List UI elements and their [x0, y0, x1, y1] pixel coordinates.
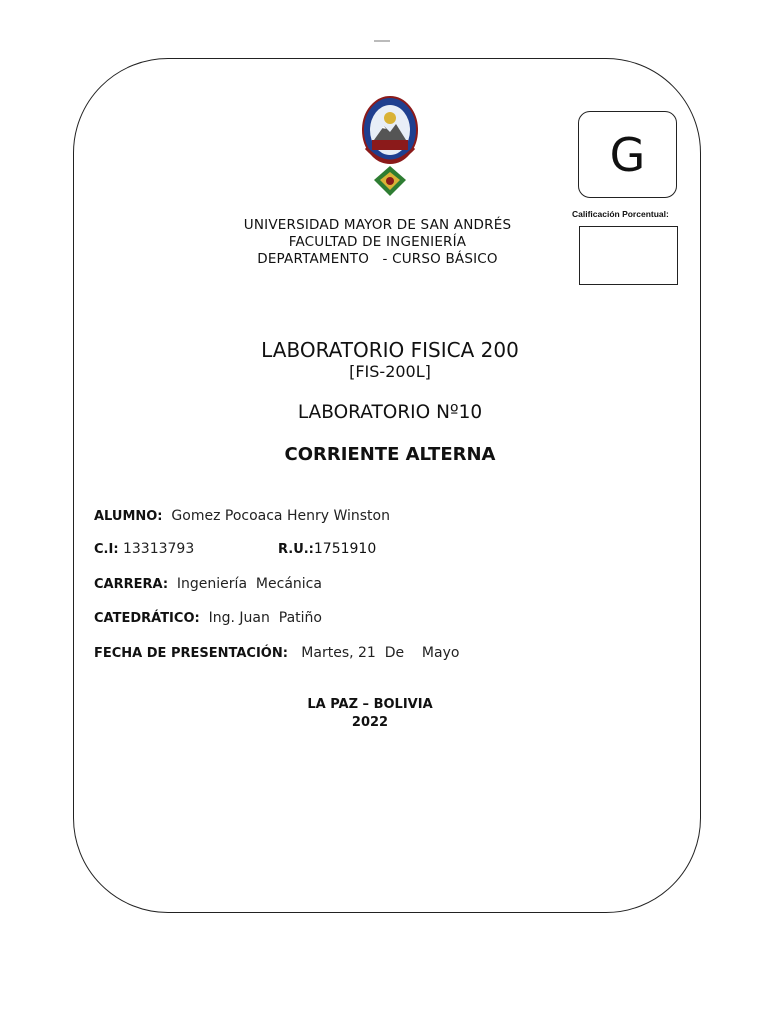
- date-value: Martes, 21 De Mayo: [301, 645, 460, 661]
- date-row: [94, 645, 459, 661]
- year: 2022: [351, 715, 389, 730]
- lab-topic: CORRIENTE ALTERNA: [284, 444, 496, 465]
- university-name: UNIVERSIDAD MAYOR DE SAN ANDRÉS: [243, 217, 512, 233]
- percent-grade-label: Calificación Porcentual:: [572, 209, 669, 219]
- professor-row: [94, 610, 322, 626]
- ru-row: [278, 541, 376, 557]
- lab-number: LABORATORIO Nº10: [297, 402, 483, 423]
- grade-box: G: [578, 111, 677, 198]
- course-title: LABORATORIO FISICA 200: [261, 338, 519, 362]
- course-code: [FIS-200L]: [349, 362, 431, 381]
- career-label: CARRERA:: [94, 577, 169, 592]
- ru-label: R.U.:: [278, 542, 314, 557]
- professor-value: Ing. Juan Patiño: [208, 610, 322, 626]
- professor-label: CATEDRÁTICO:: [94, 611, 200, 626]
- department-name: DEPARTAMENTO - CURSO BÁSICO: [257, 251, 498, 267]
- faculty-name: FACULTAD DE INGENIERÍA: [288, 234, 467, 250]
- ru-value: 1751910: [313, 541, 377, 557]
- ci-label: C.I:: [94, 542, 119, 557]
- university-seal-icon: [360, 96, 420, 198]
- student-label: ALUMNO:: [94, 509, 163, 524]
- student-name: Gomez Pocoaca Henry Winston: [171, 508, 390, 524]
- career-row: [94, 576, 322, 592]
- ci-row: [94, 541, 194, 557]
- ci-value: 13313793: [122, 541, 195, 557]
- student-row: [94, 508, 390, 524]
- date-label: FECHA DE PRESENTACIÓN:: [94, 646, 288, 661]
- career-value: Ingeniería Mecánica: [176, 576, 322, 592]
- header-mark: [374, 40, 390, 42]
- percent-grade-box: [579, 226, 678, 285]
- university-header: [230, 217, 525, 268]
- place: LA PAZ – BOLIVIA: [307, 697, 433, 712]
